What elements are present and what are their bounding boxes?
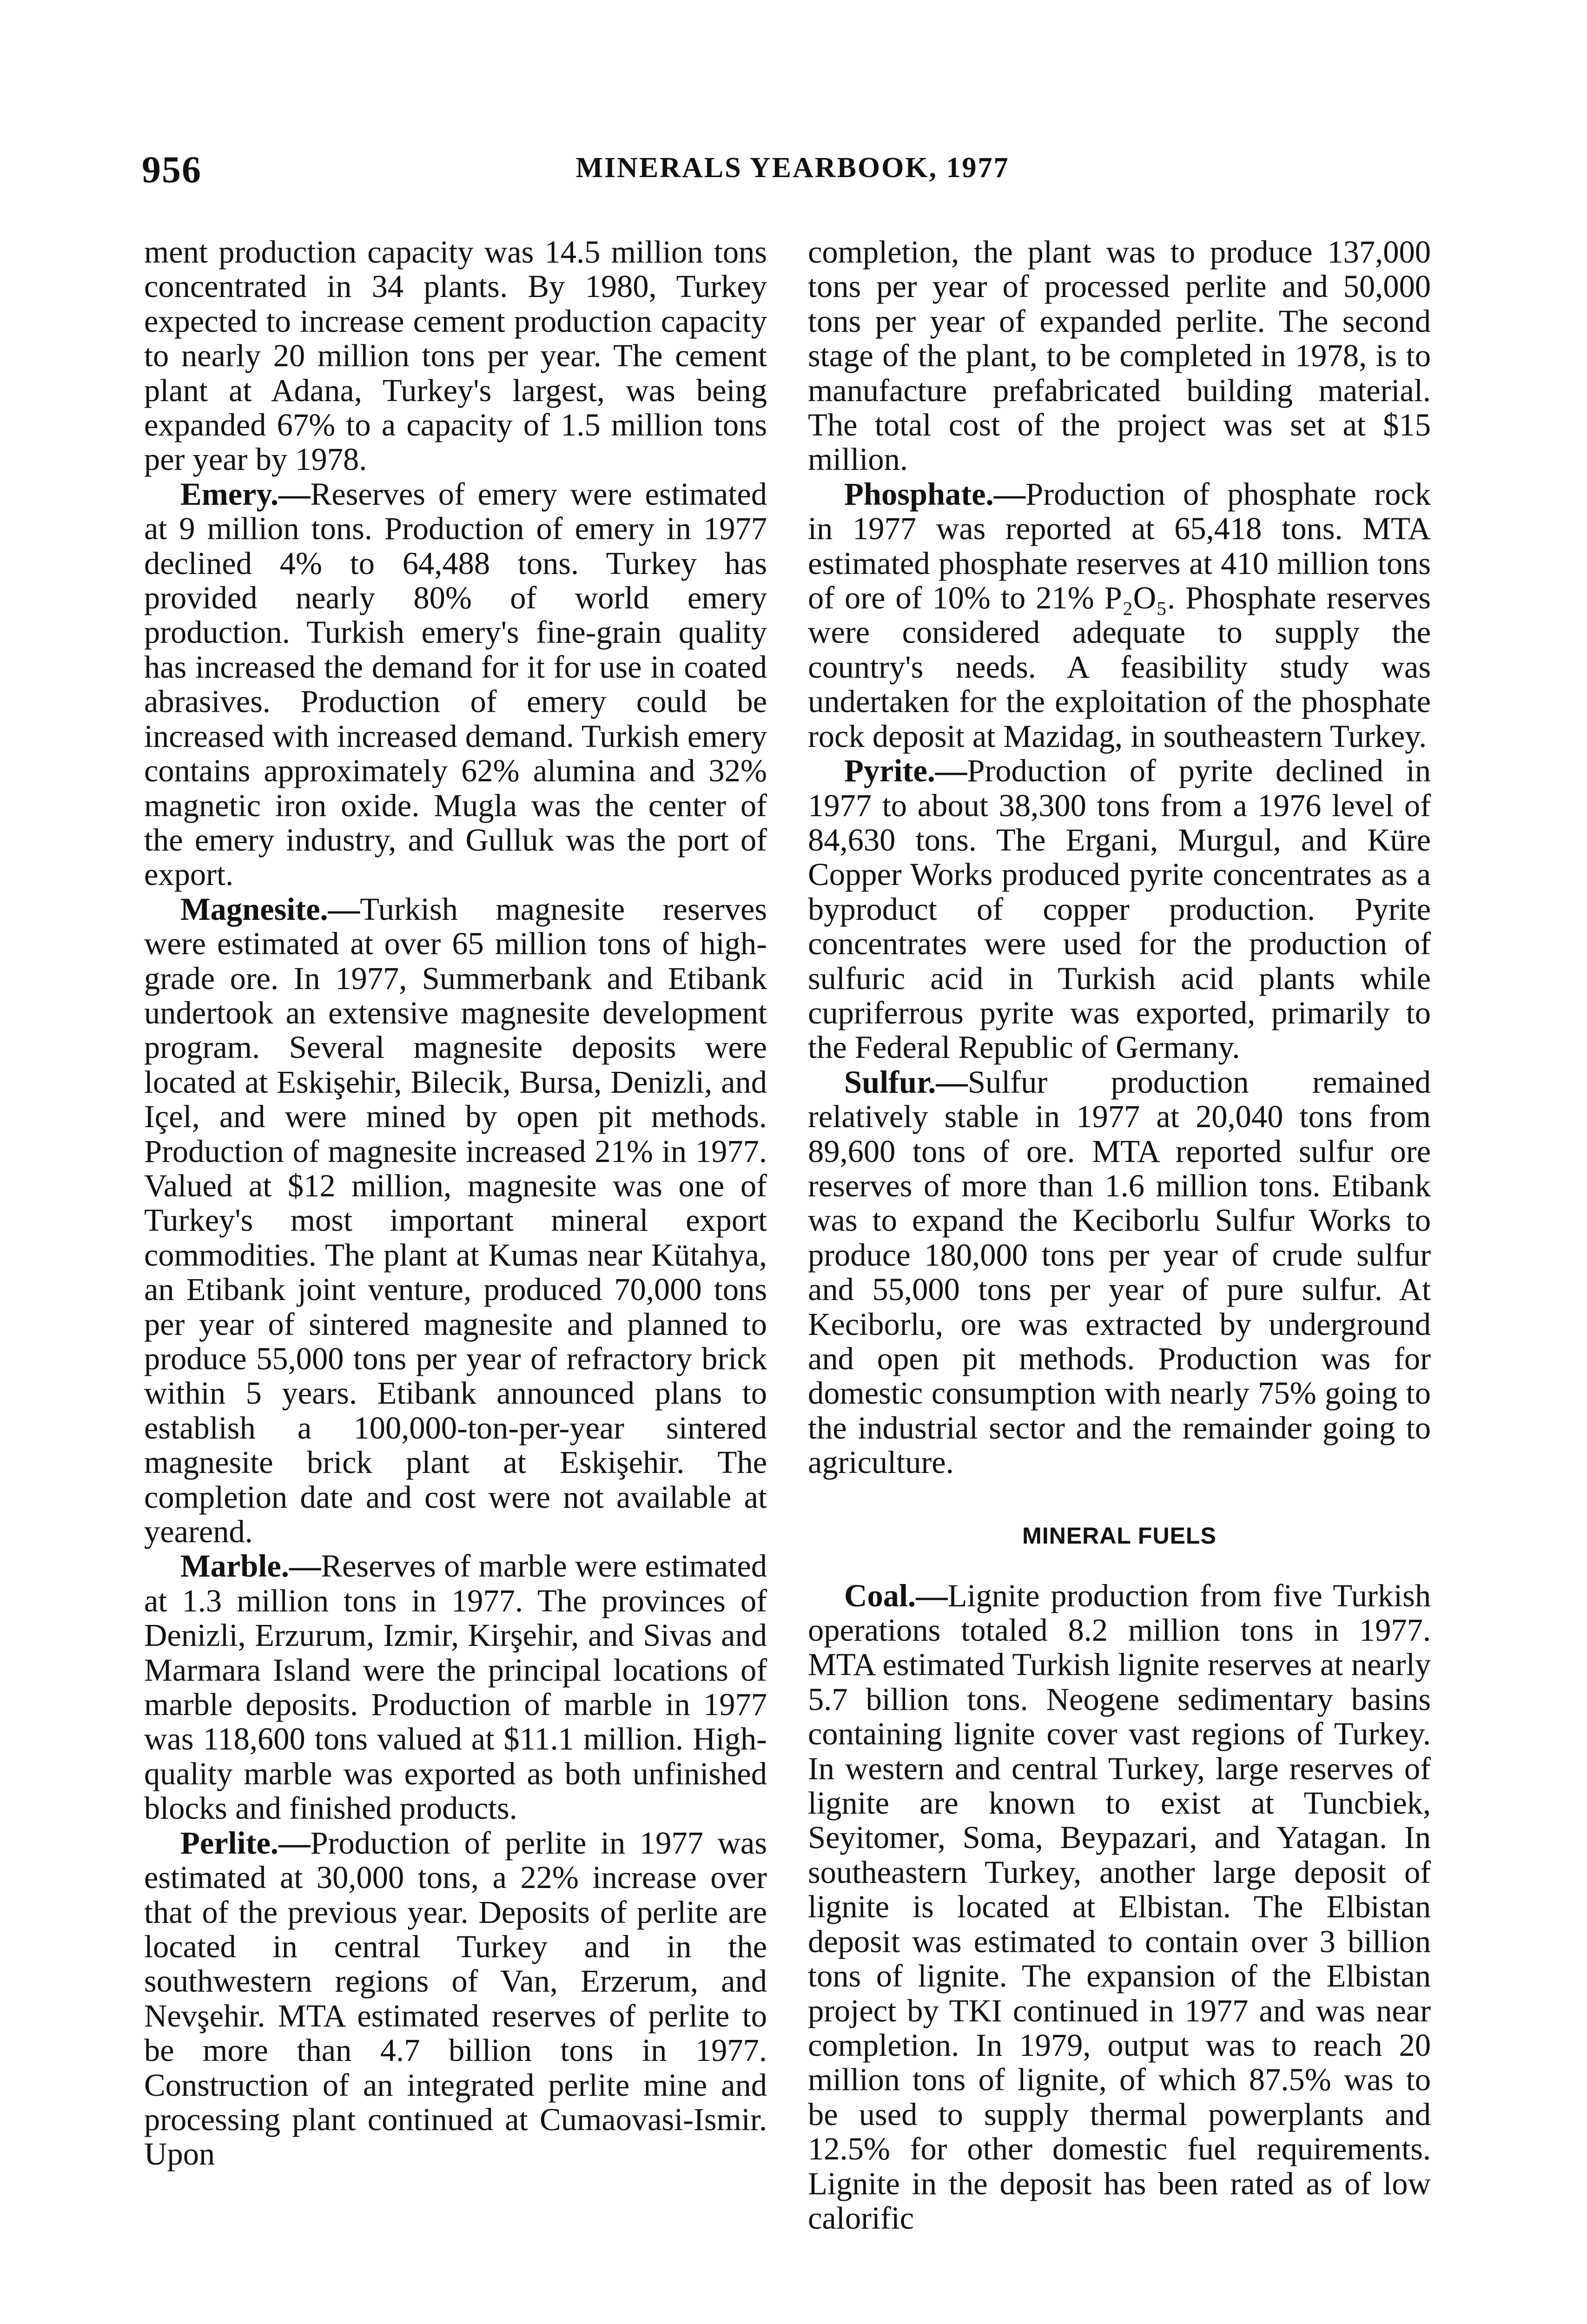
section-title-mineral-fuels: MINERAL FUELS	[1022, 1522, 1217, 1549]
coal-paragraph	[808, 1578, 1431, 2236]
pyrite-heading: Pyrite.—	[844, 753, 967, 789]
magnesite-heading: Magnesite.—	[180, 891, 360, 927]
phosphate-paragraph	[808, 477, 1431, 753]
marble-paragraph	[144, 1549, 767, 1825]
perlite-heading: Perlite.—	[180, 1825, 311, 1861]
emery-heading: Emery.—	[180, 476, 311, 512]
right-column	[808, 235, 1431, 2235]
magnesite-paragraph	[144, 892, 767, 1549]
pyrite-paragraph	[808, 753, 1431, 1065]
perlite-paragraph-continued: completion, the plant was to produce 137,000 tons per year of processed perlite and 50,000 tons per year of expanded perlite. The second stage of the plant, to be completed in 1978, is to manufacture prefabricated building material. The total cost of the project was set at $15 million.	[808, 234, 1431, 477]
running-head	[142, 148, 1443, 199]
page-number: 956	[142, 148, 202, 191]
magnesite-text: Turkish magnesite reserves were estimated at over 65 million tons of high-grade ore. In 1977, Summerbank and Etibank undertook an extensive magnesite development program. Several magnesite deposits were located at Eskişehir, Bilecik, Bursa, Denizli, and Içel, and were mined by open pit methods. Production of magnesite increased 21% in 1977. Valued at $12 million, magnesite was one of Turkey's most important mineral export commodities. The plant at Kumas near Kütahya, an Etibank joint venture, produced 70,000 tons per year of sintered magnesite and planned to produce 55,000 tons per year of refractory brick within 5 years. Etibank announced plans to establish a 100,000-ton-per-year sintered magnesite brick plant at Eskişehir. The completion date and cost were not available at yearend.	[144, 891, 767, 1550]
sulfur-text: Sulfur production remained relatively stable in 1977 at 20,040 tons from 89,600 tons of ore. MTA reported sulfur ore reserves of more than 1.6 million tons. Etibank was to expand the Keciborlu Sulfur Works to produce 180,000 tons per year of crude sulfur and 55,000 tons per year of pure sulfur. At Keciborlu, ore was extracted by underground and open pit methods. Production was for domestic consumption with nearly 75% going to the industrial sector and the remainder going to agriculture.	[808, 1064, 1431, 1480]
coal-text: Lignite production from five Turkish operations totaled 8.2 million tons in 1977. MTA estimated Turkish lignite reserves at nearly 5.7 billion tons. Neogene sedimentary basins containing lignite cover vast regions of Turkey. In western and central Turkey, large reserves of lignite are known to exist at Tuncbiek, Seyitomer, Soma, Beypazari, and Yatagan. In southeastern Turkey, another large deposit of lignite is located at Elbistan. The Elbistan deposit was estimated to contain over 3 billion tons of lignite. The expansion of the Elbistan project by TKI continued in 1977 and was near completion. In 1979, output was to reach 20 million tons of lignite, of which 87.5% was to be used to supply thermal powerplants and 12.5% for other domestic fuel requirements. Lignite in the deposit has been rated as of low calorific	[808, 1578, 1431, 2236]
marble-text: Reserves of marble were estimated at 1.3 million tons in 1977. The provinces of Denizli, Erzurum, Izmir, Kirşehir, and Sivas and Marmara Island were the principal locations of marble deposits. Production of marble in 1977 was 118,600 tons valued at $11.1 million. High-quality marble was exported as both unfinished blocks and finished products.	[144, 1548, 767, 1826]
perlite-text: Production of perlite in 1977 was estimated at 30,000 tons, a 22% increase over that of the previous year. Deposits of perlite are located in central Turkey and in the southwestern regions of Van, Erzerum, and Nevşehir. MTA estimated reserves of perlite to be more than 4.7 billion tons in 1977. Construction of an integrated perlite mine and processing plant continued at Cumaovasi-Ismir. Upon	[144, 1825, 767, 2172]
running-title: MINERALS YEARBOOK, 1977	[575, 152, 1010, 184]
phosphate-heading: Phosphate.—	[844, 476, 1026, 512]
pyrite-text: Production of pyrite declined in 1977 to about 38,300 tons from a 1976 level of 84,630 tons. The Ergani, Murgul, and Küre Copper Works produced pyrite concentrates as a byproduct of copper production. Pyrite concentrates were used for the production of sulfuric acid in Turkish acid plants while cupriferrous pyrite was exported, primarily to the Federal Republic of Germany.	[808, 753, 1431, 1065]
emery-text: Reserves of emery were estimated at 9 million tons. Production of emery in 1977 declined 4% to 64,488 tons. Turkey has provided nearly 80% of world emery production. Turkish emery's fine-grain quality has increased the demand for it for use in coated abrasives. Production of emery could be increased with increased demand. Turkish emery contains approximately 62% alumina and 32% magnetic iron oxide. Mugla was the center of the emery industry, and Gulluk was the port of export.	[144, 476, 767, 892]
left-column	[144, 235, 767, 2172]
emery-paragraph	[144, 477, 767, 892]
perlite-paragraph	[144, 1826, 767, 2172]
phosphate-text: Production of phosphate rock in 1977 was reported at 65,418 tons. MTA estimated phosphate reserves at 410 million tons of ore of 10% to 21% P₂O₅. Phosphate reserves were considered adequate to supply the country's needs. A feasibility study was undertaken for the exploitation of the phosphate rock deposit at Mazidag, in southeastern Turkey.	[808, 476, 1431, 754]
sulfur-heading: Sulfur.—	[844, 1064, 968, 1100]
coal-heading: Coal.—	[844, 1578, 948, 1613]
marble-heading: Marble.—	[180, 1548, 321, 1584]
sulfur-paragraph	[808, 1065, 1431, 1480]
cement-paragraph-continued: ment production capacity was 14.5 million tons concentrated in 34 plants. By 1980, Turkey expected to increase cement production capacity to nearly 20 million tons per year. The cement plant at Adana, Turkey's largest, was being expanded 67% to a capacity of 1.5 million tons per year by 1978.	[144, 234, 767, 477]
